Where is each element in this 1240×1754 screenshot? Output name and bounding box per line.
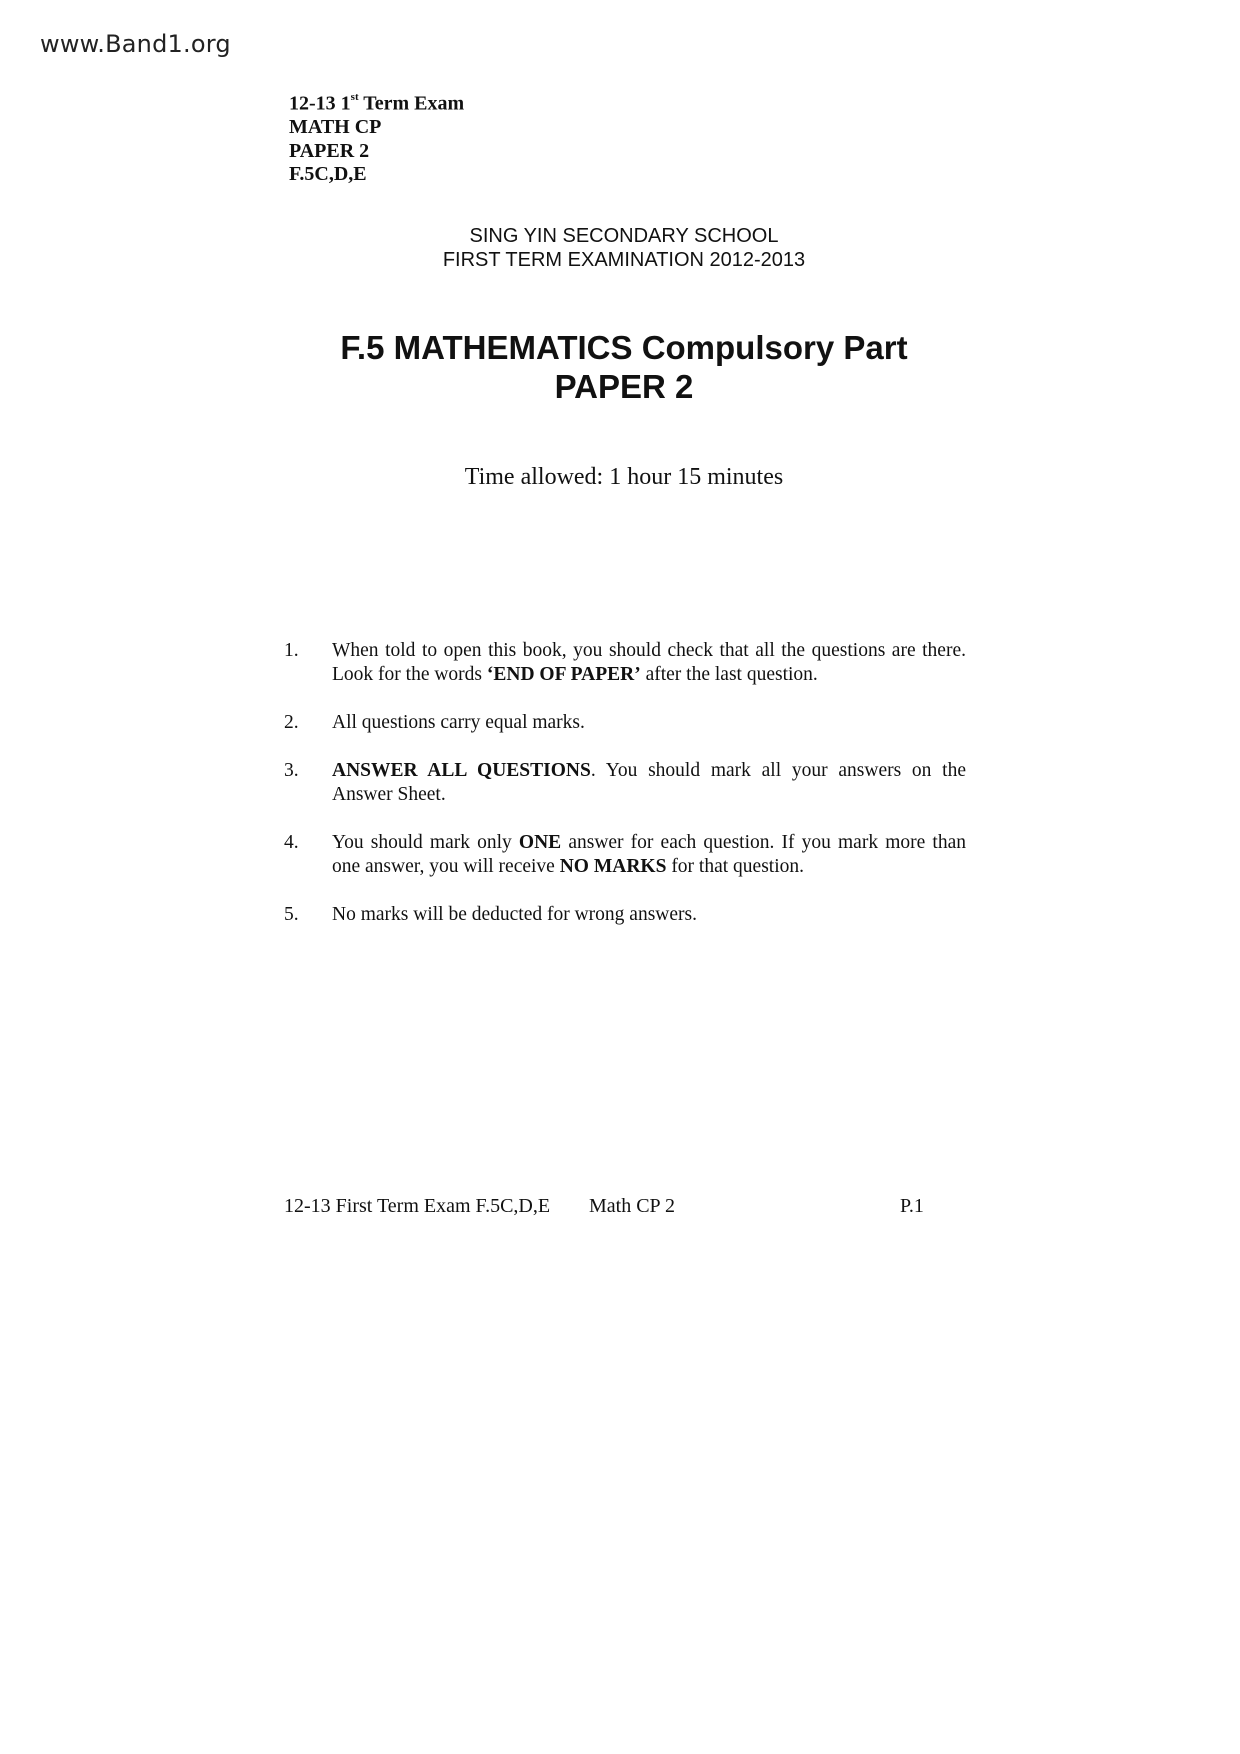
instruction-item bbox=[284, 903, 966, 927]
instruction-text bbox=[332, 711, 966, 735]
instruction-item bbox=[284, 759, 966, 807]
instruction-segment: All questions carry equal marks. bbox=[332, 712, 585, 733]
instructions-list bbox=[284, 639, 966, 951]
instruction-text bbox=[332, 903, 966, 927]
header-classes: F.5C,D,E bbox=[289, 163, 367, 186]
instruction-text bbox=[332, 831, 966, 879]
instruction-segment: after the last question. bbox=[640, 664, 818, 685]
time-allowed: Time allowed: 1 hour 15 minutes bbox=[464, 464, 784, 490]
paper-title bbox=[0, 328, 1240, 406]
footer-subject: Math CP 2 bbox=[589, 1195, 675, 1217]
header-subject: MATH CP bbox=[289, 116, 382, 139]
header-term bbox=[289, 88, 464, 116]
instruction-emphasis: NO MARKS bbox=[559, 856, 667, 877]
school-info bbox=[0, 224, 1240, 272]
instruction-emphasis: ‘END OF PAPER’ bbox=[486, 664, 641, 685]
instruction-segment: for that question. bbox=[666, 856, 804, 877]
instruction-segment: When told to open this book, you should check that all the questions are there. Look for the words bbox=[332, 640, 966, 685]
instruction-item bbox=[284, 831, 966, 879]
instruction-emphasis: ONE bbox=[518, 832, 562, 853]
title-subject: F.5 MATHEMATICS Compulsory Part bbox=[340, 329, 908, 366]
header-term-suffix: Term Exam bbox=[358, 92, 465, 115]
exam-name: FIRST TERM EXAMINATION 2012-2013 bbox=[442, 249, 806, 271]
instruction-text bbox=[332, 639, 966, 687]
instruction-item bbox=[284, 711, 966, 735]
instruction-number: 3. bbox=[284, 760, 299, 781]
title-paper: PAPER 2 bbox=[554, 368, 694, 405]
instruction-segment: . You should mark all your answers on the Answer Sheet. bbox=[332, 760, 966, 805]
instruction-number: 5. bbox=[284, 904, 299, 925]
instruction-segment: No marks will be deducted for wrong answers. bbox=[332, 904, 697, 925]
header-term-prefix: 12-13 1 bbox=[289, 92, 351, 115]
instruction-item bbox=[284, 639, 966, 687]
instruction-number: 4. bbox=[284, 832, 299, 853]
footer-page-number: P.1 bbox=[900, 1195, 924, 1217]
exam-header bbox=[289, 88, 464, 187]
instruction-number: 2. bbox=[284, 712, 299, 733]
school-name: SING YIN SECONDARY SCHOOL bbox=[469, 225, 779, 247]
instruction-segment: answer for each question. If you mark more than one answer, you will receive bbox=[332, 832, 966, 877]
instruction-segment: You should mark only bbox=[332, 832, 519, 853]
instruction-number: 1. bbox=[284, 640, 299, 661]
header-paper: PAPER 2 bbox=[289, 139, 370, 162]
instruction-emphasis: ANSWER ALL QUESTIONS bbox=[332, 760, 591, 781]
watermark-url: www.Band1.org bbox=[40, 30, 231, 58]
instruction-text bbox=[332, 759, 966, 807]
header-term-sup: st bbox=[350, 91, 359, 103]
footer-exam: 12-13 First Term Exam F.5C,D,E bbox=[284, 1195, 551, 1217]
